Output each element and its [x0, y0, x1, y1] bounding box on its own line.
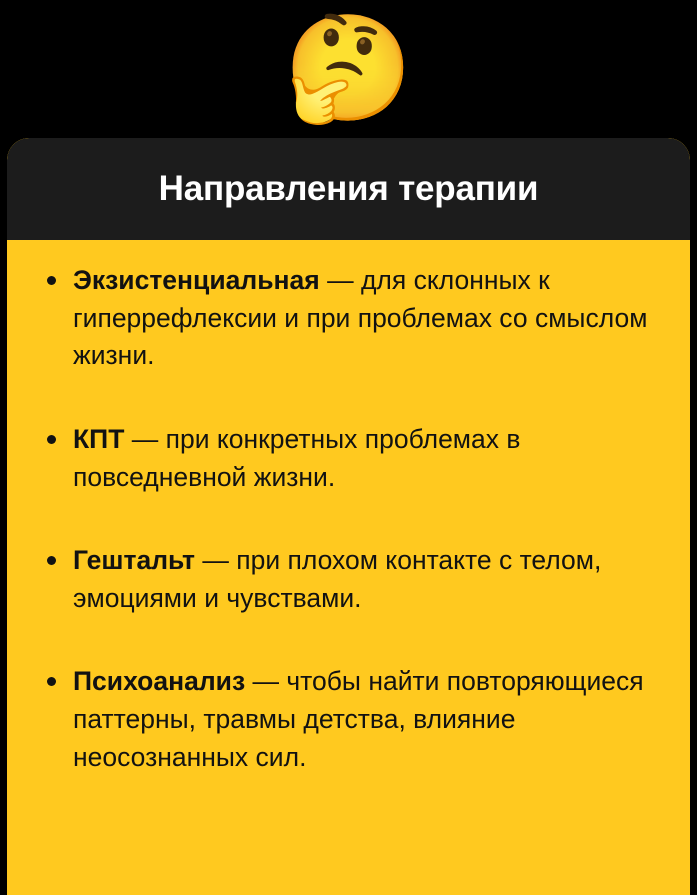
list-item-term: Гештальт — [73, 545, 195, 576]
thinking-face-icon: 🤔 — [283, 11, 414, 127]
therapy-list — [37, 262, 660, 776]
therapy-directions-card — [7, 138, 690, 895]
list-item — [37, 262, 660, 375]
list-item-description: при конкретных проблемах в повседневной жизни. — [73, 423, 521, 492]
list-item-term: КПТ — [73, 423, 125, 454]
list-item-separator: — — [245, 666, 287, 697]
list-item-description: для склонных к гиперрефлексии и при проблемах со смыслом жизни. — [73, 265, 648, 371]
list-item — [37, 663, 660, 776]
list-item-term: Психоанализ — [73, 666, 246, 697]
page-title: Направления терапии — [158, 169, 539, 208]
card-header — [7, 138, 690, 240]
list-item-separator: — — [195, 545, 237, 576]
list-item-term: Экзистенциальная — [73, 265, 320, 295]
list-item-separator: — — [319, 265, 361, 295]
list-item-description: при плохом контакте с телом, эмоциями и чувствами. — [73, 545, 602, 613]
card-body — [7, 240, 690, 786]
list-item — [37, 421, 660, 496]
list-item — [37, 542, 660, 617]
list-item-separator: — — [124, 423, 166, 454]
emoji-area — [0, 0, 697, 138]
list-item-description: чтобы найти повторяющиеся паттерны, травмы детства, влияние неосознанных сил. — [73, 666, 644, 772]
